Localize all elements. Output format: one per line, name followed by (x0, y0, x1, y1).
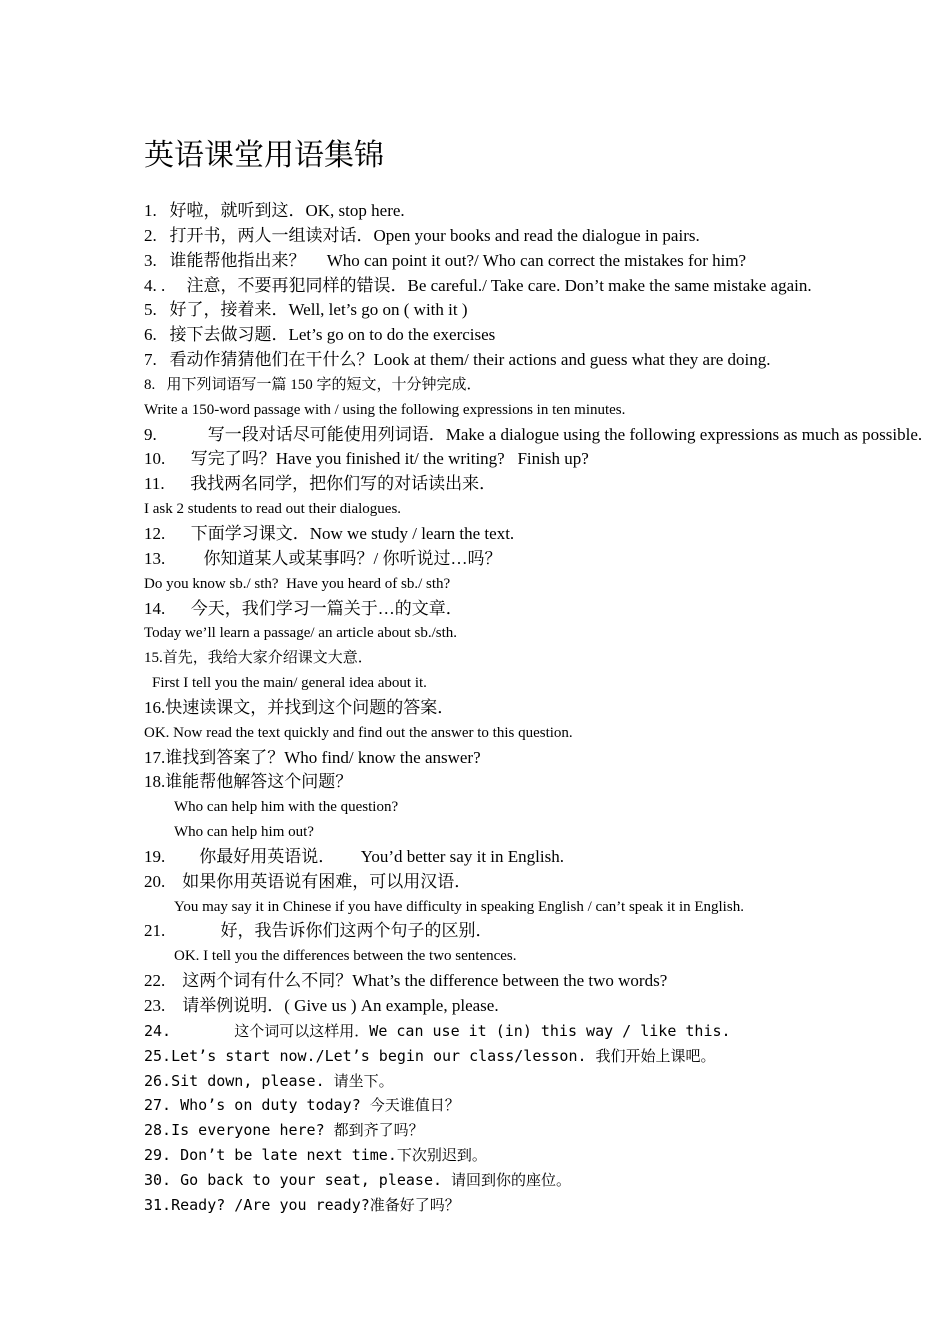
phrase-line: 7. 看动作猜猜他们在干什么？Look at them/ their actions and guess what they are doing. (144, 350, 771, 370)
phrase-line: 9. 写一段对话尽可能使用列词语．Make a dialogue using the following expressions as much as possible. (144, 424, 923, 444)
phrase-line: 18.谁能帮他解答这个问题？ (144, 772, 353, 792)
phrase-line: 6. 接下去做习题．Let’s go on to do the exercises (144, 325, 496, 345)
phrase-line: 20. 如果你用英语说有困难，可以用汉语． (144, 871, 472, 891)
phrase-line: OK. I tell you the differences between the two sentences. (174, 948, 517, 965)
phrase-line: 17.谁找到答案了？Who find/ know the answer? (144, 747, 481, 767)
phrase-line: 28.Is everyone here? 都到齐了吗？ (144, 1121, 424, 1140)
phrase-line: 4. . 注意，不要再犯同样的错误．Be careful./ Take care. Don’t make the same mistake again. (144, 275, 812, 295)
phrase-line: 23. 请举例说明．( Give us ) An example, please. (144, 996, 499, 1015)
phrase-line: 11. 我找两名同学，把你们写的对话读出来． (144, 474, 497, 494)
phrase-line: 24. 这个词可以这样用．We can use it (in) this way / like this. (144, 1021, 731, 1040)
phrase-line: 22. 这两个词有什么不同？What’s the difference between the two words? (144, 971, 668, 991)
phrase-line: OK. Now read the text quickly and find out the answer to this question. (144, 724, 573, 741)
phrase-list (144, 199, 950, 1218)
phrase-line: 29. Don’t be late next time.下次别迟到。 (144, 1146, 487, 1165)
phrase-line: Write a 150-word passage with / using the following expressions in ten minutes. (144, 401, 626, 418)
phrase-line: Do you know sb./ sth? Have you heard of sb./ sth? (144, 575, 451, 592)
phrase-line: 16.快速读课文，并找到这个问题的答案． (144, 697, 455, 717)
phrase-line: 19. 你最好用英语说． You’d better say it in English. (144, 846, 564, 866)
phrase-line: Who can help him out? (174, 824, 314, 841)
phrase-line: 25.Let’s start now./Let’s begin our class/lesson. 我们开始上课吧。 (144, 1046, 716, 1065)
phrase-line: First I tell you the main/ general idea about it. (152, 675, 427, 692)
phrase-line: 12. 下面学习课文．Now we study / learn the text. (144, 523, 515, 543)
phrase-line: 21. 好，我告诉你们这两个句子的区别． (144, 921, 493, 941)
document-title: 英语课堂用语集锦 (144, 138, 384, 173)
phrase-line: 5. 好了，接着来．Well, let’s go on ( with it ) (144, 300, 468, 320)
phrase-line: 27. Who’s on duty today? 今天谁值日？ (144, 1096, 460, 1115)
phrase-line: Who can help him with the question? (174, 799, 399, 816)
phrase-line: I ask 2 students to read out their dialogues. (144, 501, 402, 518)
phrase-line: 15.首先，我给大家介绍课文大意． (144, 650, 373, 667)
phrase-line: 10. 写完了吗？Have you finished it/ the writing? Finish up? (144, 449, 589, 469)
phrase-line: 13. 你知道某人或某事吗？/ 你听说过…吗？ (144, 548, 502, 568)
phrase-line: 31.Ready? /Are you ready?准备好了吗？ (144, 1195, 460, 1214)
phrase-line: 3. 谁能帮他指出来？ Who can point it out?/ Who can correct the mistakes for him? (144, 250, 747, 270)
phrase-line: 14. 今天，我们学习一篇关于…的文章． (144, 598, 463, 618)
phrase-line: 26.Sit down, please. 请坐下。 (144, 1071, 394, 1090)
phrase-line: 2. 打开书，两人一组读对话．Open your books and read the dialogue in pairs. (144, 225, 700, 245)
phrase-line: You may say it in Chinese if you have difficulty in speaking English / can’t speak it in English. (174, 898, 744, 915)
phrase-line: 8. 用下列词语写一篇 150 字的短文，十分钟完成． (144, 376, 482, 393)
phrase-line: 30. Go back to your seat, please. 请回到你的座位。 (144, 1170, 572, 1189)
phrase-line: Today we’ll learn a passage/ an article about sb./sth. (144, 625, 458, 642)
phrase-line: 1. 好啦，就听到这．OK, stop here. (144, 201, 405, 220)
